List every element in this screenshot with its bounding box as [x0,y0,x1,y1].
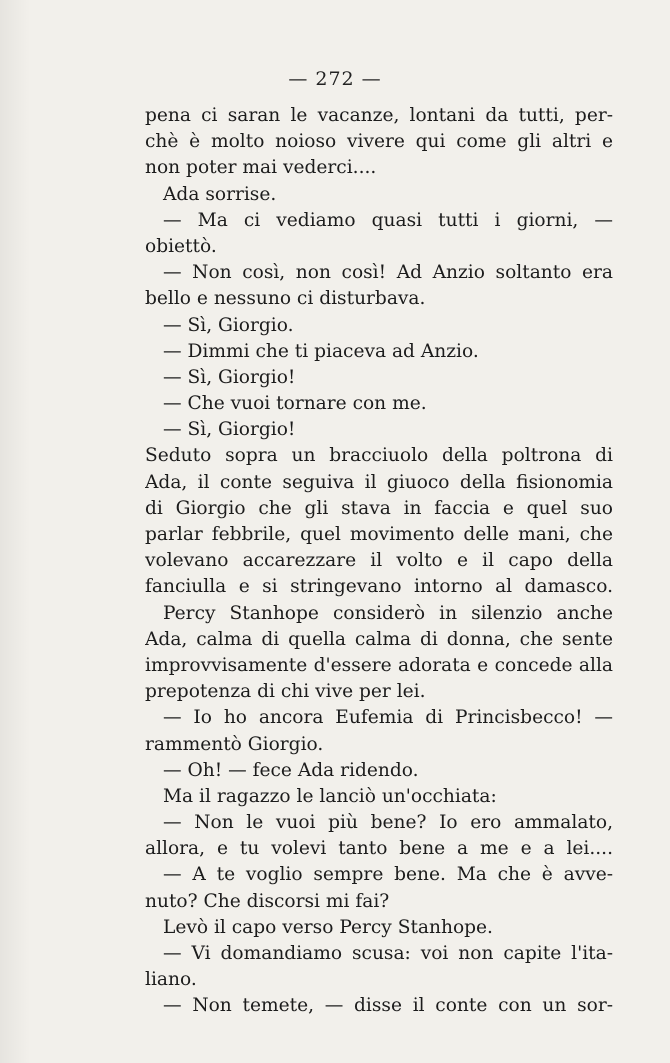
text-line: — A te voglio sempre bene. Ma che è avve- [163,864,613,886]
text-line: obiettò. [145,235,217,257]
text-line: — Ma ci vediamo quasi tutti i giorni, — [163,209,613,231]
text-line: — Non le vuoi più bene? Io ero ammalato, [163,812,613,834]
text-line: pena ci saran le vacanze, lontani da tutti, per- [145,105,613,126]
text-line: — Sì, Giorgio! [163,419,296,441]
text-line: — Io ho ancora Eufemia di Princisbecco! — [163,707,613,729]
text-line: parlar febbrile, quel movimento delle mani, che [145,524,613,545]
text-line: prepotenza di chi vive per lei. [145,681,426,703]
text-line: — Oh! — fece Ada ridendo. [163,759,419,781]
text-line: — Dimmi che ti piaceva ad Anzio. [163,340,479,362]
text-line: — Non temete, — disse il conte con un sor- [163,995,613,1017]
text-line: chè è molto noioso vivere qui come gli altri e [145,131,613,153]
text-line: bello e nessuno ci disturbava. [145,288,426,310]
text-line: nuto? Che discorsi mi fai? [145,890,390,912]
text-line: — Non così, non così! Ad Anzio soltanto era [163,262,613,284]
text-line: Percy Stanhope considerò in silenzio anche [163,602,613,624]
text-line: — Sì, Giorgio. [163,314,294,336]
text-line: Ada sorrise. [163,183,277,205]
text-line: liano. [145,969,197,991]
text-line: Levò il capo verso Percy Stanhope. [163,916,493,938]
text-line: — Vi domandiamo scusa: voi non capite l'ita- [163,943,613,964]
text-line: non poter mai vederci.... [145,157,377,179]
text-line: improvvisamente d'essere adorata e concede alla [145,654,613,676]
text-line: Ma il ragazzo le lanciò un'occhiata: [163,785,497,807]
text-line: fanciulla e si stringevano intorno al damasco. [145,576,613,598]
text-line: di Giorgio che gli stava in faccia e quel suo [145,497,613,519]
text-line: — Sì, Giorgio! [163,366,296,388]
text-line: Seduto sopra un bracciuolo della poltrona di [145,445,613,467]
text-line: volevano accarezzare il volto e il capo della [145,550,613,572]
text-line: rammentò Giorgio. [145,733,324,755]
text-line: Ada, calma di quella calma di donna, che sente [145,628,613,650]
page-number: — 272 — [288,68,382,90]
text-line: — Che vuoi tornare con me. [163,393,427,415]
text-line: allora, e tu volevi tanto bene a me e a lei.... [145,838,613,860]
text-line: Ada, il conte seguiva il giuoco della fisionomia [145,471,613,493]
body-text [145,103,613,1020]
